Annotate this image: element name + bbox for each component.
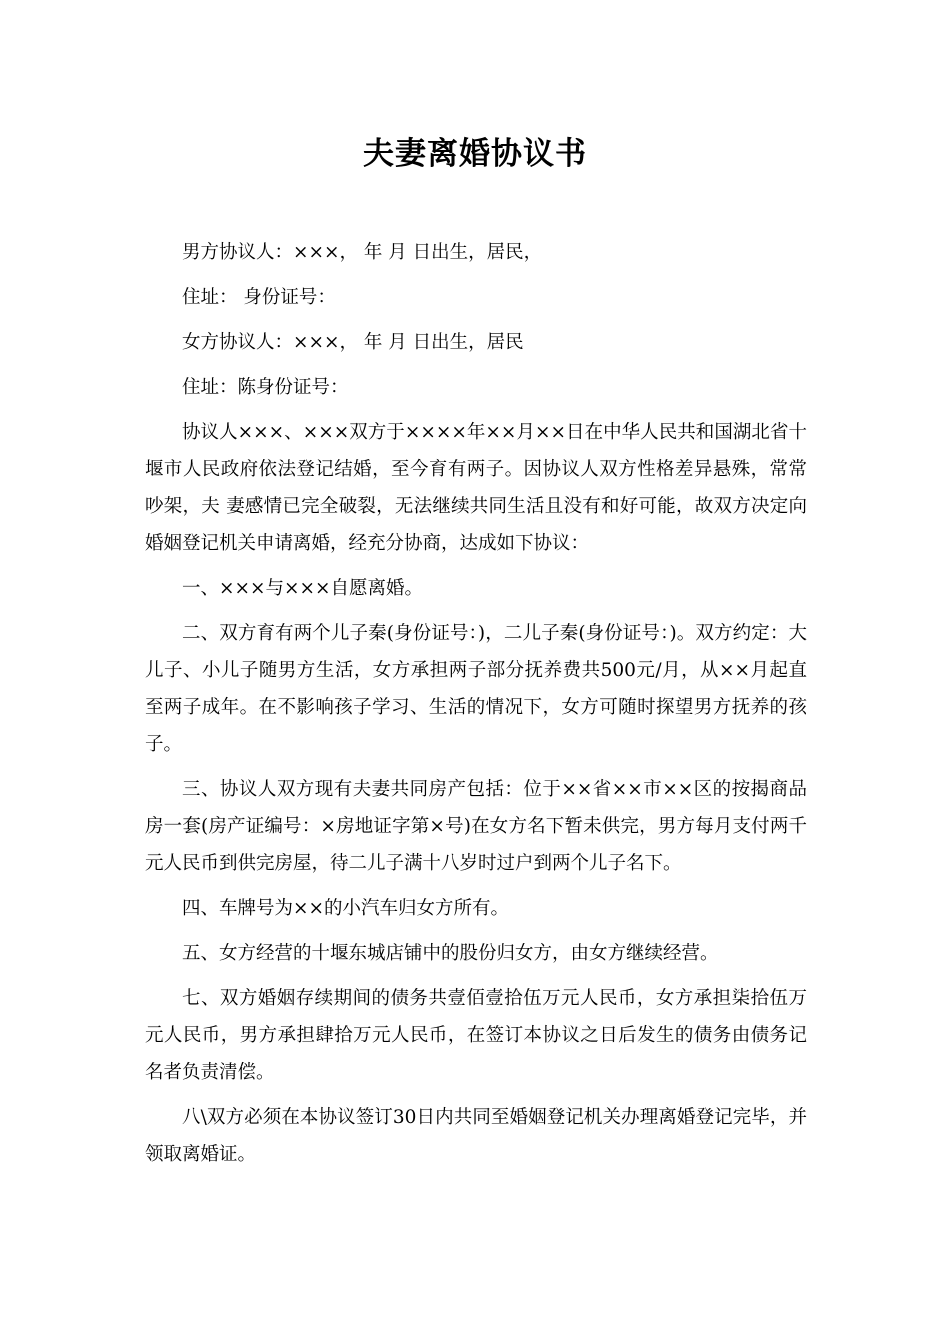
paragraph-preamble: 协议人×××、×××双方于××××年××月××日在中华人民共和国湖北省十堰市人民政府依法登记结婚，至今育有两子。因协议人双方性格差异悬殊，常常吵架，夫 妻感情已完全破裂，无法继续共同生活且没有和好可能，故双方决定向婚姻登记机关申请离婚，经充分协商，达成如下协议： xyxy=(145,422,807,554)
paragraph-clause-3: 三、协议人双方现有夫妻共同房产包括：位于××省××市××区的按揭商品房一套(房产证编号：×房地证字第×号)在女方名下暂未供完，男方每月支付两千元人民币到供完房屋，待二儿子满十八岁时过户到两个儿子名下。 xyxy=(145,779,807,874)
paragraph-male-party: 男方协议人：×××， 年 月 日出生，居民， xyxy=(182,242,543,263)
paragraph-clause-4: 四、车牌号为××的小汽车归女方所有。 xyxy=(182,898,510,919)
paragraph-clause-1: 一、×××与×××自愿离婚。 xyxy=(182,578,424,599)
paragraph-clause-8: 八\双方必须在本协议签订30日内共同至婚姻登记机关办理离婚登记完毕，并领取离婚证。 xyxy=(145,1107,807,1165)
paragraph-male-address: 住址： 身份证号： xyxy=(182,287,336,308)
paragraph-female-party: 女方协议人：×××， 年 月 日出生，居民 xyxy=(182,332,524,353)
document-title: 夫妻离婚协议书 xyxy=(363,136,587,172)
paragraph-clause-5: 五、女方经营的十堰东城店铺中的股份归女方，由女方继续经营。 xyxy=(182,943,719,964)
document-body xyxy=(145,234,807,1181)
paragraph-female-address: 住址：陈身份证号： xyxy=(182,377,349,398)
paragraph-clause-7: 七、双方婚姻存续期间的债务共壹佰壹拾伍万元人民币，女方承担柒拾伍万元人民币，男方承担肆拾万元人民币，在签订本协议之日后发生的债务由债务记名者负责清偿。 xyxy=(145,988,807,1083)
paragraph-clause-2: 二、双方育有两个儿子秦(身份证号：)，二儿子秦(身份证号：)。双方约定：大儿子、小儿子随男方生活，女方承担两子部分抚养费共500元/月，从××月起直至两子成年。在不影响孩子学习、生活的情况下，女方可随时探望男方抚养的孩子。 xyxy=(145,623,807,755)
